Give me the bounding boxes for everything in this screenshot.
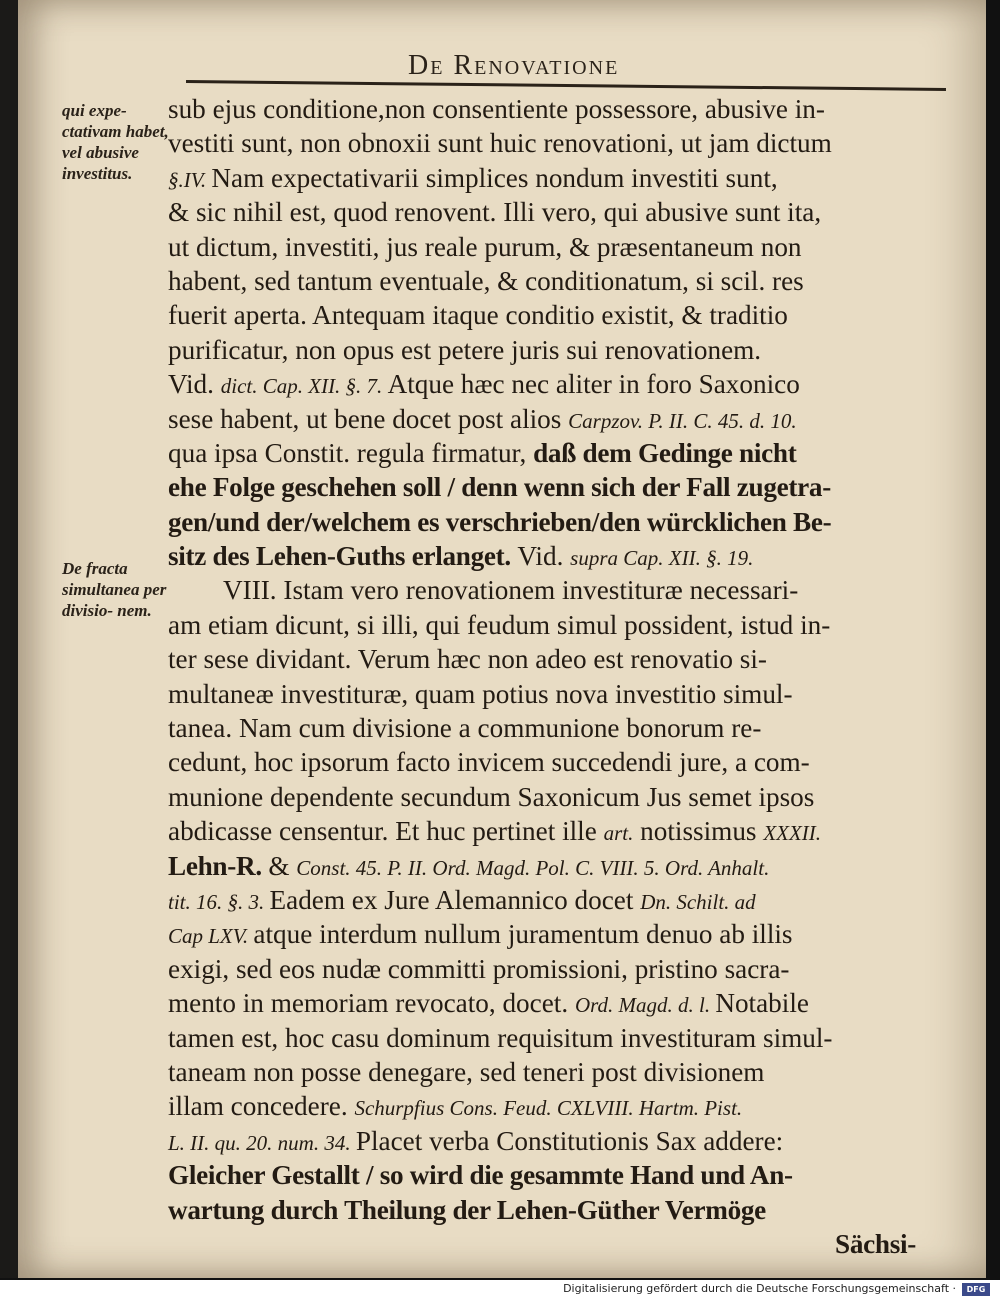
text-segment: Vid.	[168, 369, 221, 400]
text-segment: tit. 16. §. 3.	[168, 889, 270, 914]
text-line	[168, 1193, 946, 1227]
text-line	[168, 92, 946, 126]
text-line	[168, 711, 946, 745]
text-segment: Gleicher Gestallt / so wird die gesammte Hand und An-	[168, 1160, 793, 1191]
text-segment: illam concedere.	[168, 1091, 355, 1122]
text-line	[168, 952, 946, 986]
text-segment: sese habent, ut bene docet post alios	[168, 403, 569, 434]
text-line	[168, 1227, 946, 1261]
text-line	[168, 264, 946, 298]
text-segment: fuerit aperta. Antequam itaque conditio existit, & traditio	[168, 300, 788, 331]
text-segment: Dn. Schilt. ad	[640, 889, 756, 914]
text-segment: gen/und der/welchem es verschrieben/den würcklichen Be-	[168, 506, 832, 537]
text-segment: sitz des Lehen-Guths erlanget.	[168, 541, 518, 572]
text-segment: cedunt, hoc ipsorum facto invicem succedendi jure, a com-	[168, 747, 810, 778]
running-head: De Renovatione	[408, 50, 620, 81]
footer-bar	[0, 1280, 1000, 1300]
text-segment: atque interdum nullum juramentum denuo ab illis	[253, 919, 793, 950]
text-segment: art.	[603, 821, 634, 846]
text-segment: Eadem ex Jure Alemannico docet	[269, 884, 641, 915]
text-segment: Carpzov. P. II. C. 45. d. 10.	[568, 408, 797, 433]
text-segment: VIII. Istam vero renovationem investituræ necessari-	[223, 575, 799, 606]
text-segment: purificatur, non opus est petere juris sui renovationem.	[168, 334, 762, 365]
text-segment: Atque hæc nec aliter in foro Saxonico	[387, 369, 800, 400]
text-segment: taneam non posse denegare, sed teneri post divisionem	[168, 1056, 765, 1087]
text-segment: Nam expectativarii simplices nondum investiti sunt,	[211, 162, 778, 193]
text-segment: ter sese dividant. Verum hæc non adeo est renovatio si-	[168, 644, 767, 675]
text-line	[168, 917, 946, 951]
text-segment: XXXII.	[763, 821, 822, 846]
text-line	[168, 849, 946, 883]
text-segment: Cap LXV.	[168, 924, 254, 949]
text-line	[168, 1089, 946, 1123]
text-line	[168, 161, 946, 195]
text-line	[168, 402, 946, 436]
text-line	[168, 367, 946, 401]
text-segment: & sic nihil est, quod renovent. Illi vero, qui abusive sunt ita,	[168, 197, 822, 228]
text-segment: daß dem Gedinge nicht	[533, 437, 797, 468]
text-line	[168, 986, 946, 1020]
page-binding-edge	[0, 0, 18, 1278]
text-line	[168, 1055, 946, 1089]
text-segment: exigi, sed eos nudæ committi promissioni, pristino sacra-	[168, 953, 790, 984]
text-segment: tanea. Nam cum divisione a communione bonorum re-	[168, 713, 762, 744]
text-line	[168, 814, 946, 848]
text-segment: L. II. qu. 20. num. 34.	[168, 1130, 356, 1155]
text-segment: vestiti sunt, non obnoxii sunt huic renovationi, ut jam dictum	[168, 128, 832, 159]
text-line	[168, 780, 946, 814]
text-line	[168, 195, 946, 229]
text-segment: mento in memoriam revocato, docet.	[168, 988, 575, 1019]
text-line	[168, 1124, 946, 1158]
margin-note-divisionem: De fracta simultanea per divisio- nem.	[62, 559, 167, 620]
funding-note: Digitalisierung gefördert durch die Deutsche Forschungsgemeinschaft ·	[563, 1282, 956, 1295]
text-segment: tamen est, hoc casu dominum requisitum investituram simul-	[168, 1022, 833, 1053]
text-line	[168, 126, 946, 160]
text-segment: Sächsi-	[835, 1228, 916, 1259]
text-segment: Vid.	[517, 541, 571, 572]
text-segment: am etiam dicunt, si illi, qui feudum simul possident, istud in-	[168, 609, 831, 640]
text-segment: §.IV.	[168, 167, 212, 192]
text-segment: abdicasse censentur. Et huc pertinet ille	[168, 816, 604, 847]
dfg-logo: DFG	[962, 1283, 990, 1296]
text-segment: supra Cap. XII. §. 19.	[570, 546, 754, 571]
text-segment: Lehn-R.	[168, 850, 269, 881]
text-line	[168, 505, 946, 539]
text-line	[168, 883, 946, 917]
text-segment: wartung durch Theilung der Lehen-Güther Vermöge	[168, 1194, 766, 1225]
text-line	[168, 608, 946, 642]
text-segment: multaneæ investituræ, quam potius nova investitio simul-	[168, 678, 793, 709]
text-line	[168, 470, 946, 504]
text-line	[168, 642, 946, 676]
text-segment: notissimus	[633, 816, 764, 847]
body-text	[168, 92, 946, 1261]
text-segment: ehe Folge geschehen soll / denn wenn sich der Fall zugetra-	[168, 472, 831, 503]
text-segment: Placet verba Constitutionis Sax addere:	[355, 1125, 784, 1156]
text-line	[168, 298, 946, 332]
text-line	[168, 677, 946, 711]
text-segment: habent, sed tantum eventuale, & conditionatum, si scil. res	[168, 265, 804, 296]
text-line	[168, 573, 946, 607]
text-segment: Schurpfius Cons. Feud. CXLVIII. Hartm. Pist.	[354, 1096, 743, 1121]
text-line	[168, 333, 946, 367]
text-segment: munione dependente secundum Saxonicum Jus semet ipsos	[168, 781, 815, 812]
text-line	[168, 1021, 946, 1055]
text-segment: sub ejus conditione,non consentiente possessore, abusive in-	[168, 94, 825, 124]
text-segment: ut dictum, investiti, jus reale purum, & præsentaneum non	[168, 231, 802, 262]
text-line	[168, 745, 946, 779]
text-segment: Notabile	[715, 988, 809, 1019]
text-segment: &	[268, 850, 297, 881]
text-line	[168, 539, 946, 573]
text-segment: Const. 45. P. II. Ord. Magd. Pol. C. VIII. 5. Ord. Anhalt.	[296, 855, 770, 880]
text-line	[168, 230, 946, 264]
text-segment: qua ipsa Constit. regula firmatur,	[168, 437, 534, 468]
text-segment: dict. Cap. XII. §. 7.	[220, 374, 388, 399]
text-line	[168, 1158, 946, 1192]
text-line	[168, 436, 946, 470]
margin-note-expectativam: qui expe- ctativam habet, vel abusive investitus.	[62, 101, 169, 183]
text-segment: Ord. Magd. d. l.	[574, 993, 716, 1018]
